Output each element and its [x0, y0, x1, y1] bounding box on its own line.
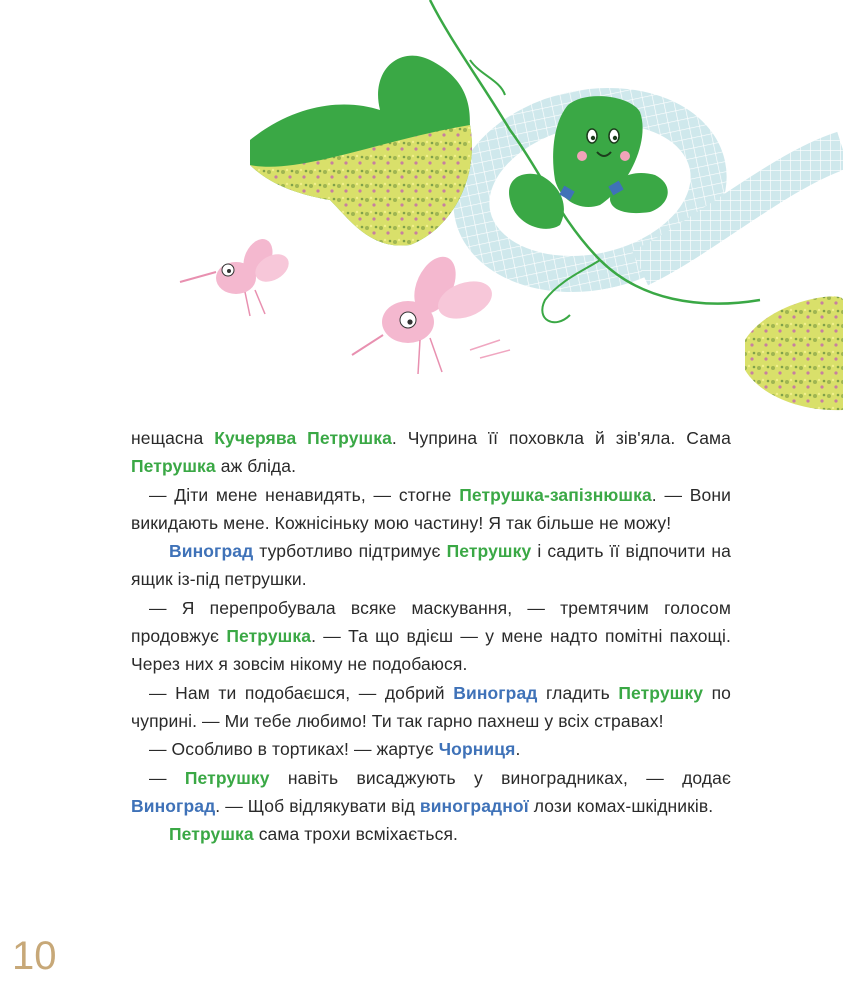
- text-run: нещасна: [131, 428, 215, 448]
- text-run: . Чуприна її поховкла й зів'яла. Сама: [391, 428, 731, 448]
- character-name: Петрушку: [446, 541, 532, 562]
- mosquito-small: [180, 234, 294, 316]
- parsley-leaf: [250, 56, 472, 246]
- text-run: по чуприні. — Ми тебе любимо! Ти так гарно пахнеш у всіх стравах!: [131, 682, 732, 731]
- text-run: . — Та що вдієш — у мене надто помітні пахощі. Через них я зовсім нікому не подобаюся.: [131, 626, 732, 675]
- text-run: сама трохи всміхається.: [253, 824, 458, 845]
- illustration: [0, 0, 843, 420]
- paragraph-3: [131, 537, 731, 594]
- mosquito-large: [352, 250, 510, 374]
- paragraph-1: [131, 424, 731, 481]
- text-run: — Особливо в тортиках! — жартує: [149, 739, 439, 760]
- paragraph-7: [131, 764, 731, 821]
- character-name: Петрушку: [618, 682, 704, 703]
- paragraph-8: [131, 820, 731, 848]
- text-run: . — Щоб відлякувати від: [215, 795, 420, 816]
- story-text: [131, 424, 731, 848]
- character-name: виноградної: [419, 795, 529, 816]
- character-name: Кучерява Петрушка: [214, 428, 392, 448]
- text-run: аж бліда.: [215, 456, 297, 477]
- text-run: турботливо підтримує: [253, 541, 447, 562]
- text-run: — Нам ти подобаєшся, — добрий: [149, 682, 454, 703]
- character-name: Петрушку: [184, 767, 270, 788]
- paragraph-5: [131, 679, 731, 736]
- text-run: гладить: [537, 682, 619, 703]
- text-run: лози комах-шкідників.: [528, 795, 714, 816]
- text-run: і садить її відпочити на ящик із-під петрушки.: [131, 541, 731, 590]
- paragraph-4: [131, 594, 731, 679]
- page-number: 10: [12, 934, 57, 978]
- leaf-bottom: [745, 296, 843, 410]
- text-run: — Я перепробувала всяке маскування, — тремтячим голосом продовжує: [131, 597, 731, 647]
- character-name: Петрушка: [169, 824, 254, 845]
- text-run: — Діти мене ненавидять, — стогне: [149, 484, 460, 505]
- text-run: навіть висаджують у виноградниках, — додає: [269, 767, 731, 788]
- paragraph-2: [131, 481, 731, 538]
- character-name: Петрушка-запізнюшка: [459, 484, 652, 505]
- character-name: Виноград: [453, 682, 538, 703]
- text-run: .: [515, 739, 521, 760]
- character-name: Чорниця: [438, 739, 516, 760]
- character-name: Виноград: [131, 795, 216, 816]
- character-name: Петрушка: [226, 626, 312, 647]
- character-name: Петрушка: [131, 456, 216, 477]
- text-run: . — Вони викидають мене. Кожнісіньку мою частину! Я так більше не можу!: [131, 484, 732, 533]
- paragraph-6: [131, 735, 731, 763]
- character-name: Виноград: [169, 541, 254, 562]
- text-run: —: [149, 767, 185, 788]
